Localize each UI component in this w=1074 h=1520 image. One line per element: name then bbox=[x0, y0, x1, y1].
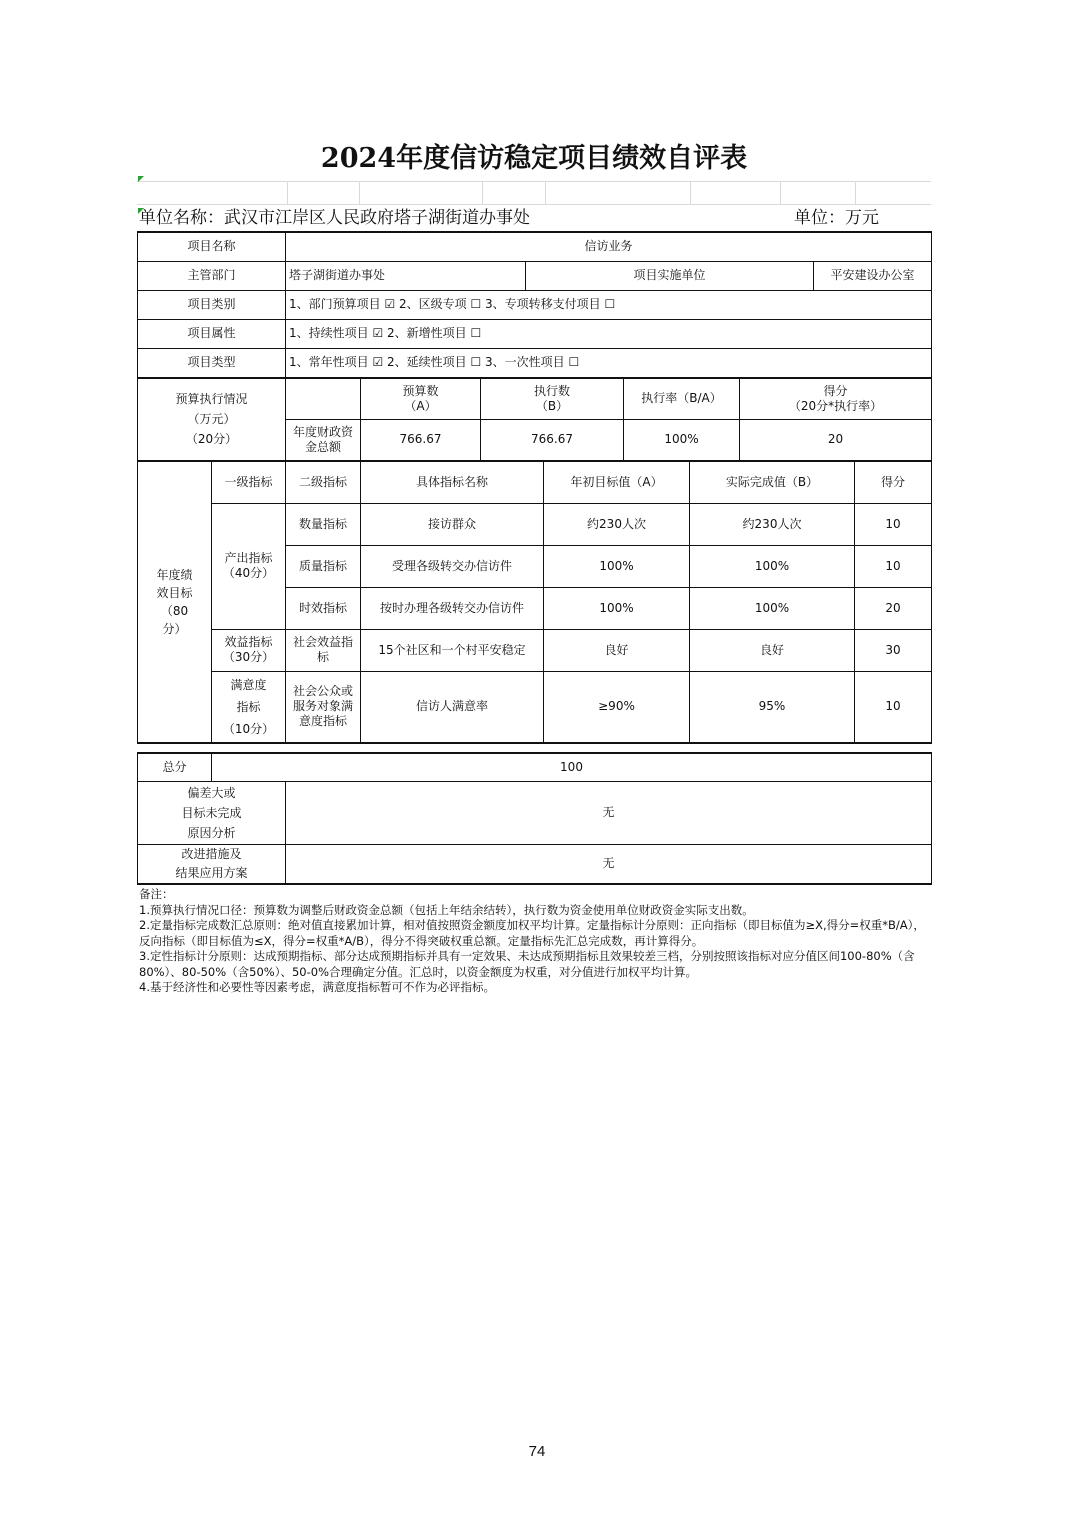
row-name: 接访群众 bbox=[361, 503, 544, 545]
fiscal-total-label: 年度财政资金总额 bbox=[286, 419, 361, 460]
summary-table bbox=[137, 752, 932, 885]
row-actual: 100% bbox=[690, 545, 855, 587]
row-name: 按时办理各级转交办信访件 bbox=[361, 587, 544, 629]
header-lvl1: 一级指标 bbox=[212, 461, 286, 503]
col-score-sub: （20分*执行率） bbox=[788, 398, 883, 413]
row-score: 10 bbox=[855, 671, 932, 743]
col-score-label: 得分 bbox=[823, 383, 848, 398]
row-score: 20 bbox=[855, 587, 932, 629]
improvement-value: 无 bbox=[286, 844, 932, 884]
row-name: 15个社区和一个村平安稳定 bbox=[361, 629, 544, 671]
cell-comment-marker bbox=[138, 208, 144, 214]
page-title: 2024年度信访稳定项目绩效自评表 bbox=[137, 137, 931, 182]
perf-section-label: 年度绩效目标（80分） bbox=[138, 461, 212, 743]
col-b-label: 执行数 bbox=[533, 383, 570, 398]
dept-value: 塔子湖街道办事处 bbox=[286, 261, 526, 290]
header-indicator-name: 具体指标名称 bbox=[361, 461, 544, 503]
row-target: 良好 bbox=[544, 629, 690, 671]
row-lvl2: 时效指标 bbox=[286, 587, 361, 629]
col-a-label: 预算数 bbox=[402, 383, 439, 398]
deviation-label-line: 原因分析 bbox=[187, 825, 236, 840]
project-name-label: 项目名称 bbox=[138, 232, 286, 261]
page-number: 74 bbox=[528, 1443, 546, 1460]
header-target: 年初目标值（A） bbox=[544, 461, 690, 503]
project-info-table bbox=[137, 231, 932, 378]
row-lvl2: 社会公众或服务对象满意度指标 bbox=[286, 671, 361, 743]
type-value: 1、常年性项目 ☑ 2、延续性项目 ☐ 3、一次性项目 ☐ bbox=[286, 348, 932, 377]
row-score: 10 bbox=[855, 545, 932, 587]
row-score: 10 bbox=[855, 503, 932, 545]
improvement-label-line: 改进措施及 bbox=[181, 846, 242, 861]
note-item: 2.定量指标完成数汇总原则：绝对值直接累加计算，相对值按照资金额度加权平均计算。定量指标计分原则：正向指标（即目标值为≥X,得分=权重*B/A），反向指标（即目标值为≤X，得分=权重*A/B），得分不得突破权重总额。定量指标先汇总完成数，再计算得分。 bbox=[139, 918, 925, 948]
attribute-value: 1、持续性项目 ☑ 2、新增性项目 ☐ bbox=[286, 319, 932, 348]
budget-rate-value: 100% bbox=[624, 419, 740, 460]
note-item: 4.基于经济性和必要性等因素考虑，满意度指标暂可不作为必评指标。 bbox=[139, 980, 495, 994]
category-value: 1、部门预算项目 ☑ 2、区级专项 ☐ 3、专项转移支付项目 ☐ bbox=[286, 290, 932, 319]
budget-label-line: （20分） bbox=[185, 432, 238, 446]
note-item: 3.定性指标计分原则：达成预期指标、部分达成预期指标并具有一定效果、未达成预期指标且效果较差三档，分别按照该指标对应分值区间100-80%（含80%）、80-50%（含50%）、50-0%合理确定分值。汇总时，以资金额度为权重，对分值进行加权平均计算。 bbox=[139, 949, 915, 979]
row-actual: 约230人次 bbox=[690, 503, 855, 545]
notes-heading: 备注： bbox=[139, 887, 174, 901]
header-lvl2: 二级指标 bbox=[286, 461, 361, 503]
notes bbox=[137, 887, 929, 996]
currency-unit: 单位：万元 bbox=[794, 208, 879, 228]
satis-label-line: 指标 bbox=[236, 699, 261, 714]
row-name: 受理各级转交办信访件 bbox=[361, 545, 544, 587]
row-target: ≥90% bbox=[544, 671, 690, 743]
impl-unit-label: 项目实施单位 bbox=[526, 261, 814, 290]
row-lvl2: 数量指标 bbox=[286, 503, 361, 545]
header-score: 得分 bbox=[855, 461, 932, 503]
satis-label-line: （10分） bbox=[222, 721, 275, 736]
row-actual: 95% bbox=[690, 671, 855, 743]
budget-b-value: 766.67 bbox=[481, 419, 624, 460]
row-target: 100% bbox=[544, 587, 690, 629]
impl-unit-value: 平安建设办公室 bbox=[814, 261, 932, 290]
budget-col-rate: 执行率（B/A） bbox=[624, 378, 740, 419]
dept-label: 主管部门 bbox=[138, 261, 286, 290]
blank-cell bbox=[286, 378, 361, 419]
attribute-label: 项目属性 bbox=[138, 319, 286, 348]
note-item: 1.预算执行情况口径：预算数为调整后财政资金总额（包括上年结余结转），执行数为资金使用单位财政资金实际支出数。 bbox=[139, 902, 754, 917]
row-score: 30 bbox=[855, 629, 932, 671]
budget-col-b bbox=[481, 378, 624, 419]
row-target: 100% bbox=[544, 545, 690, 587]
unit-name: 单位名称：武汉市江岸区人民政府塔子湖街道办事处 bbox=[139, 208, 530, 228]
benefit-indicator-label: 效益指标（30分） bbox=[212, 629, 286, 671]
deviation-value: 无 bbox=[286, 781, 932, 844]
row-actual: 100% bbox=[690, 587, 855, 629]
cell-comment-marker bbox=[138, 176, 144, 182]
row-lvl2: 社会效益指标 bbox=[286, 629, 361, 671]
category-label: 项目类别 bbox=[138, 290, 286, 319]
budget-col-a bbox=[361, 378, 481, 419]
budget-section-label bbox=[138, 378, 286, 460]
improvement-label-line: 结果应用方案 bbox=[175, 865, 248, 880]
budget-table bbox=[137, 378, 932, 461]
deviation-label-line: 目标未完成 bbox=[181, 805, 242, 820]
satis-label-line: 满意度 bbox=[230, 677, 267, 692]
budget-label-line: （万元） bbox=[187, 412, 236, 426]
budget-label-line: 预算执行情况 bbox=[175, 392, 248, 406]
row-target: 约230人次 bbox=[544, 503, 690, 545]
project-name-value: 信访业务 bbox=[286, 232, 932, 261]
row-lvl2: 质量指标 bbox=[286, 545, 361, 587]
budget-a-value: 766.67 bbox=[361, 419, 481, 460]
total-label: 总分 bbox=[138, 753, 212, 781]
col-a-sub: （A） bbox=[404, 398, 437, 413]
budget-score-value: 20 bbox=[740, 419, 932, 460]
output-indicator-label: 产出指标（40分） bbox=[212, 503, 286, 629]
total-value: 100 bbox=[212, 753, 932, 781]
deviation-label bbox=[138, 781, 286, 844]
satisfaction-indicator-label bbox=[212, 671, 286, 743]
row-name: 信访人满意率 bbox=[361, 671, 544, 743]
deviation-label-line: 偏差大或 bbox=[187, 785, 236, 800]
empty-grid-row bbox=[137, 182, 931, 205]
row-actual: 良好 bbox=[690, 629, 855, 671]
evaluation-sheet bbox=[137, 137, 931, 996]
improvement-label bbox=[138, 844, 286, 884]
budget-col-score bbox=[740, 378, 932, 419]
header-actual: 实际完成值（B） bbox=[690, 461, 855, 503]
performance-table bbox=[137, 461, 932, 745]
col-b-sub: （B） bbox=[535, 398, 569, 413]
type-label: 项目类型 bbox=[138, 348, 286, 377]
unit-line bbox=[137, 205, 931, 231]
